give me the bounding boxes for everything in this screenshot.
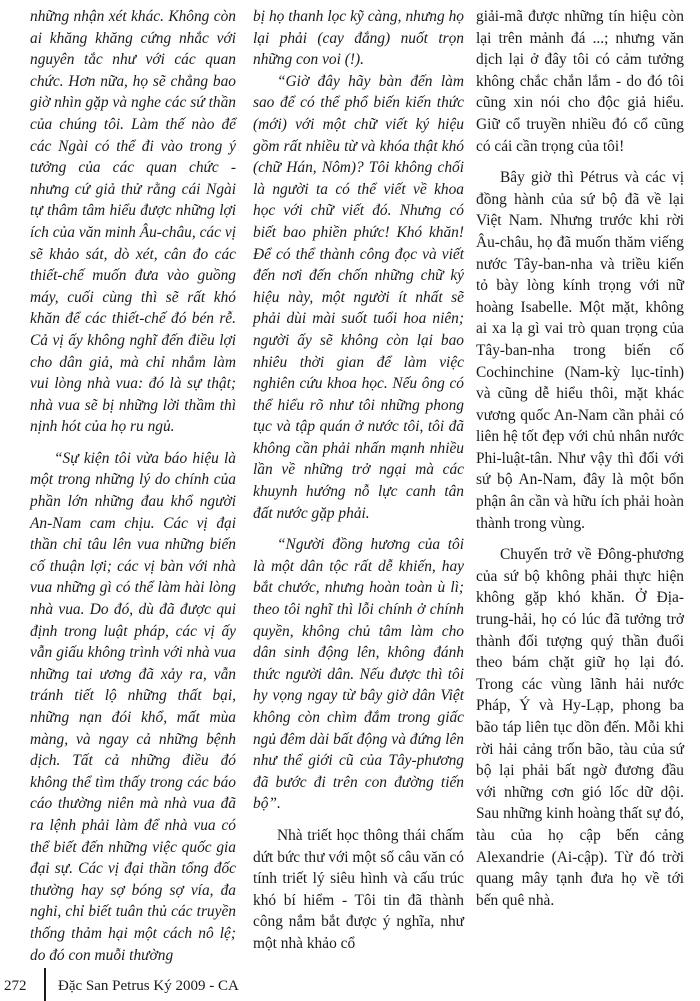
publication-title: Đặc San Petrus Ký 2009 - CA: [58, 978, 239, 994]
page-number: 272: [4, 978, 27, 994]
text-column-right: [476, 6, 684, 911]
paragraph: giải-mã được những tín hiệu còn lại trên mảnh đá ...; nhưng văn dịch lại ở đây tôi có cảm tưởng không chắc chắn lắm - do đó tôi cũng xin nói cho độc giả hiểu. Giữ cổ truyền nhiều đó cổ cũng có cái cần trọng của tôi!: [476, 8, 684, 155]
paragraph: “Sự kiện tôi vừa báo hiệu là một trong những lý do chính của phần lớn những đau khổ người An-Nam cam chịu. Các vị đại thần chỉ tâu lên vua những biến cố thuận lợi; các vị bàn với nhà vua những gì có thể làm hài lòng nhà vua. Do đó, dù đã được qui định trong luật pháp, các vị ấy vẫn giấu không trình với nhà vua những tai ương đã xảy ra, vẫn tránh tiết lộ những thất bại, những nạn đói khổ, mất mùa màng, và ngay cả những bệnh dịch. Tất cả những điều đó không thể tìm thấy trong các báo cáo thường niên mà nhà vua đã ra lệnh phải làm để nhà vua có thể biết đến những việc quốc gia đại sự. Các vị đại thần tổng đốc thường hay sợ bóng sợ vía, đa nghi, chỉ biết tuân thủ các truyền thống thảm hại một cách nô lệ; do đó con muỗi thường: [30, 449, 236, 964]
footer-divider: [44, 968, 46, 1001]
paragraph: “Giờ đây hãy bàn đến làm sao để có thể phổ biến kiến thức (mới) với một chữ viết ký hiệu gồm rất nhiều từ và khóa thật khó (chữ Hán, Nôm)? Tôi không chối là người ta có thể viết về khoa học với chữ viết đó. Nhưng có biết bao phiền phức! Khó khăn! Để có thể thành công đọc và viết đến nơi đến chốn những chữ ký hiệu này, một người ít nhất sẽ phải dùi mài suốt tuổi hoa niên; người ấy sẽ không còn lại bao nhiêu thời gian để làm việc nghiên cứu khoa học. Nếu ông có thể hiểu rõ như tôi những phong tục và tập quán ở nước tôi, tôi đã không cần phải nhấn mạnh nhiều lần về những trở ngại mà các khuynh hướng nỗ lực canh tân đất nước gặp phải.: [253, 72, 464, 522]
paragraph: bị họ thanh lọc kỹ càng, nhưng họ lại phải (cay đắng) nuốt trọn những con voi (!).: [253, 8, 464, 69]
paragraph: Nhà triết học thông thái chấm dứt bức thư với một số câu văn có tính triết lý siêu hình và cấu trúc khó bí hiểm - Tôi tin đã thành công nắm bắt được ý nghĩa, như một nhà khảo cổ: [253, 826, 464, 952]
paragraph: Bây giờ thì Pétrus và các vị đồng hành của sứ bộ đã về lại Việt Nam. Nhưng trước khi rời Âu-châu, họ đã muốn thăm viếng nước Tây-ban-nha và triều kiến tỏ bày lòng kính trọng với nữ hoàng Isabelle. Một mặt, không ai xa lạ gì vai trò quan trọng của Tây-ban-nha trong biến cố Cochinchine (Nam-kỳ lục-tỉnh) và cũng dễ hiểu thôi, mặt khác vương quốc An-Nam cần phải có liên hệ tốt đẹp với chủ nhân nước Phi-luật-tân. Như vậy thì đối với sứ bộ An-Nam, đây là một bổn phận ân cần và hữu ích phải hoàn thành trong vùng.: [476, 169, 684, 532]
text-column-left: [30, 6, 236, 966]
paragraph: “Người đồng hương của tôi là một dân tộc rất dễ khiến, hay bắt chước, nhưng hoàn toàn ù lì; theo tôi nghĩ thì lỗi chính ở chính quyền, không chủ tâm làm cho dân sinh động lên, không đánh thức người dân. Nếu được thì tôi hy vọng ngay từ bây giờ dân Việt không còn chìm đắm trong giấc ngủ đêm dài bất động và đứng lên như thể giới cũ của Tây-phương đã bước đi trên con đường tiến bộ”.: [253, 536, 464, 813]
text-column-middle: [253, 6, 464, 955]
paragraph: những nhận xét khác. Không còn ai khăng khăng cứng nhắc với nguyên tắc như với các quan chức. Hơn nữa, họ sẽ chẳng bao giờ nhìn gặp và nghe các sứ thần của chúng tôi. Làm thế nào để các Ngài có thể đi vào trong ý tưởng của các quan chức - nhưng cứ giả thử rằng cái Ngài tự thâm tâm hiểu được những lợi ích của văn minh Âu-châu, các vị sẽ khảo sát, dò xét, cân đo các thiết-chế muốn đưa vào guồng máy, cuối cùng thì sẽ rất khó khăn để các thiết-chế đó bén rễ. Cả vị ấy không nghĩ đến điều lợi cho dân giả, mà chỉ nhắm làm vui lòng nhà vua: đó là sự thật; nhà vua sẽ bị những lời thầm thì nịnh hót của họ ru ngủ.: [30, 8, 236, 436]
paragraph: Chuyến trở về Đông-phương của sứ bộ không phải thực hiện không gặp khó khăn. Ở Địa-trung-hải, họ có lúc đã tưởng trở thành đối tượng quý thần đuổi theo bám chặt giữ họ lại đó. Trong các vùng lãnh hải nước Pháp, Ý và Hy-Lạp, phong ba bão táp liên tục dồn đến. Mỗi khi rời hải cảng trốn bão, tàu của sứ bộ lại phải bất ngờ đương đầu với những cơn gió lốc dữ dội. Sau những kinh hoàng thất sự đó, tàu của họ cập bến cảng Alexandrie (Ai-cập). Từ đó trời quang mây tạnh đưa họ về tới bến quê nhà.: [476, 546, 684, 909]
page-footer: [0, 968, 700, 1001]
